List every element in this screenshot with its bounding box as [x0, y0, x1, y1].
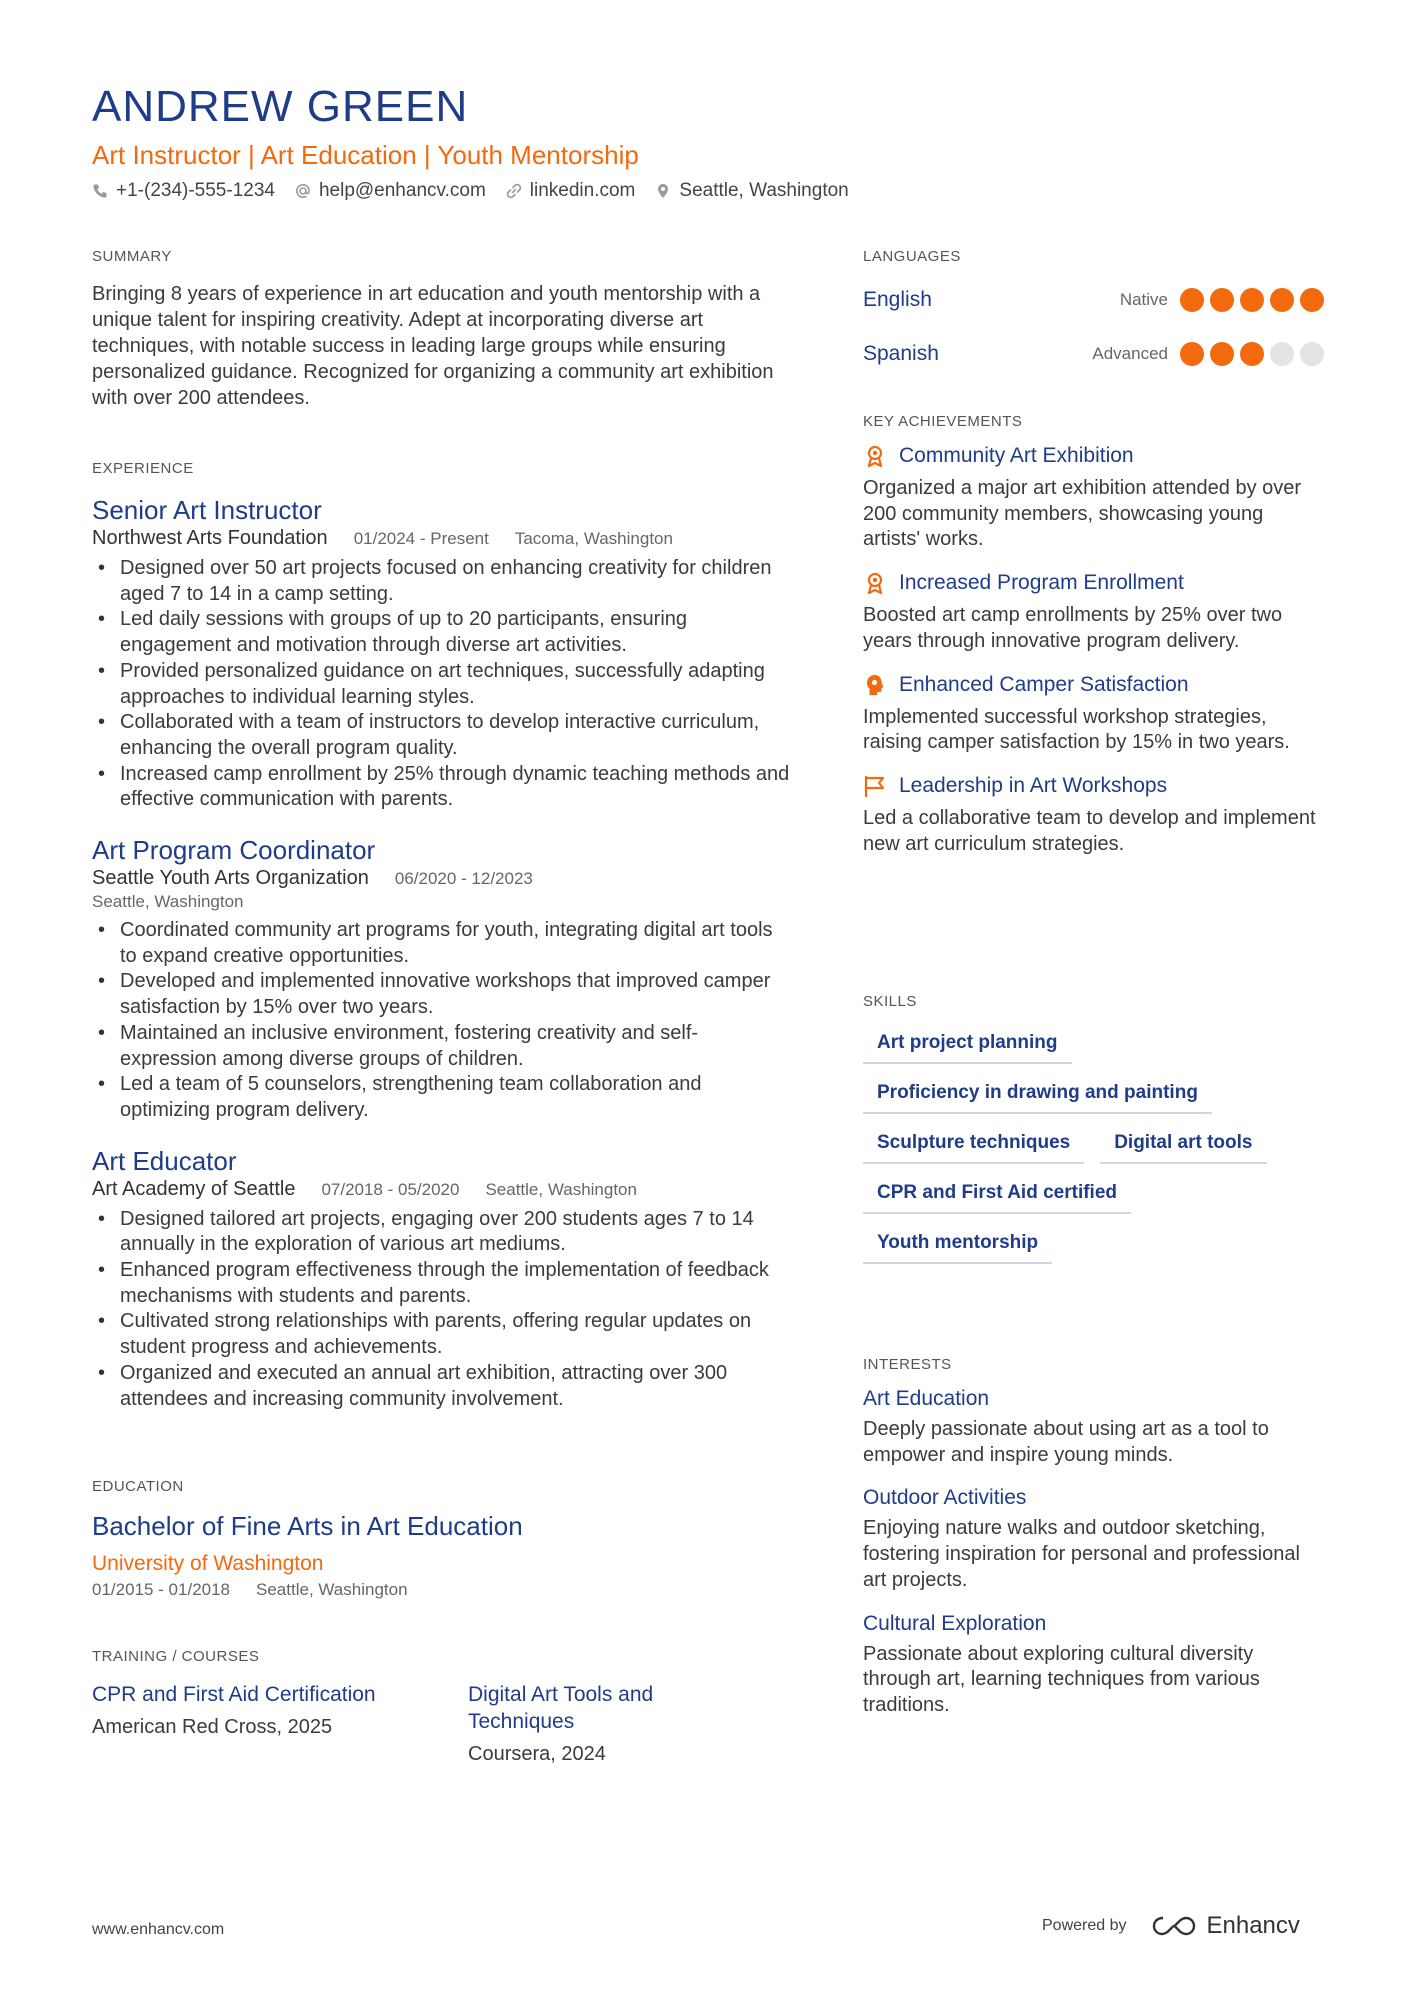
job-bullet: • Designed tailored art projects, engaging over 200 students ages 7 to 14 annually in the exploration of various art mediums.	[92, 1207, 792, 1258]
language-rating	[1180, 288, 1324, 312]
job-date: 06/2020 - 12/2023	[394, 869, 533, 889]
education-meta	[92, 1580, 792, 1600]
achievement-title: Leadership in Art Workshops	[899, 773, 1168, 797]
at-icon	[295, 183, 311, 199]
job-entry	[92, 495, 792, 813]
languages-heading: LANGUAGES	[863, 248, 961, 265]
language-row	[863, 273, 1325, 327]
enhancv-logo-icon	[1151, 1914, 1197, 1938]
rating-dot	[1300, 342, 1324, 366]
footer-website[interactable]: www.enhancv.com	[92, 1921, 225, 1938]
job-location: Seattle, Washington	[485, 1179, 637, 1199]
head-idea-icon	[863, 673, 887, 697]
job-title: Senior Art Instructor	[92, 495, 322, 525]
location-text: Seattle, Washington	[679, 180, 849, 201]
job-bullets	[92, 1207, 792, 1413]
skill-tag: Digital art tools	[1100, 1124, 1266, 1164]
rating-dot	[1270, 288, 1294, 312]
job-location: Seattle, Washington	[92, 892, 244, 912]
achievement-title: Enhanced Camper Satisfaction	[899, 672, 1189, 696]
interest-item	[863, 1612, 1325, 1719]
job-bullet: • Developed and implemented innovative workshops that improved camper satisfaction by 15% over two years.	[92, 969, 792, 1020]
rating-dot	[1180, 288, 1204, 312]
job-bullet: • Collaborated with a team of instructors to develop interactive curriculum, enhancing the overall program quality.	[92, 710, 792, 761]
experience-section	[92, 460, 792, 1412]
contact-bar	[92, 180, 849, 202]
phone-text: +1-(234)-555-1234	[116, 180, 275, 201]
resume-name: ANDREW GREEN	[92, 82, 469, 131]
job-bullets	[92, 556, 792, 813]
job-bullet: • Cultivated strong relationships with parents, offering regular updates on student progress and achievements.	[92, 1309, 792, 1360]
rating-dot	[1300, 288, 1324, 312]
rating-dot	[1180, 342, 1204, 366]
achievement-item	[863, 774, 1325, 857]
job-date: 01/2024 - Present	[353, 529, 489, 548]
location-pin-icon	[655, 183, 671, 199]
achievement-item	[863, 571, 1325, 654]
job-location: Tacoma, Washington	[514, 529, 673, 548]
flag-icon	[863, 774, 887, 798]
linkedin-text: linkedin.com	[529, 180, 636, 201]
course-item	[92, 1681, 412, 1766]
interest-item	[863, 1387, 1325, 1468]
education-heading: EDUCATION	[92, 1478, 184, 1495]
job-title: Art Educator	[92, 1145, 237, 1176]
achievement-text: Boosted art camp enrollments by 25% over two years through innovative program delivery.	[863, 604, 1283, 652]
course-item	[468, 1681, 708, 1766]
job-meta	[92, 867, 792, 890]
language-level: Native	[1119, 290, 1168, 309]
award-icon	[863, 571, 887, 595]
skill-tag: CPR and First Aid certified	[863, 1174, 1131, 1214]
job-bullet: • Led a team of 5 counselors, strengthening team collaboration and optimizing program delivery.	[92, 1072, 792, 1123]
rating-dot	[1210, 342, 1234, 366]
achievement-text: Implemented successful workshop strategies, raising camper satisfaction by 15% in two years.	[863, 705, 1290, 754]
contact-location	[655, 180, 848, 202]
job-title: Art Program Coordinator	[92, 835, 376, 866]
contact-linkedin[interactable]	[506, 180, 636, 202]
rating-dot	[1240, 342, 1264, 366]
job-bullet: • Provided personalized guidance on art techniques, successfully adapting approaches to individual learning styles.	[92, 659, 792, 710]
rating-dot	[1270, 342, 1294, 366]
award-icon	[863, 444, 887, 468]
education-location: Seattle, Washington	[256, 1580, 408, 1599]
education-degree: Bachelor of Fine Arts in Art Education	[92, 1511, 523, 1541]
language-level: Advanced	[1092, 344, 1168, 363]
skill-tag: Youth mentorship	[863, 1224, 1052, 1264]
interest-title: Art Education	[863, 1387, 990, 1410]
achievement-text: Led a collaborative team to develop and implement new art curriculum strategies.	[863, 806, 1316, 855]
powered-by-label: Powered by	[1042, 1917, 1127, 1934]
interests-section	[863, 1356, 1325, 1719]
education-school: University of Washington	[92, 1552, 324, 1575]
job-meta	[92, 527, 792, 550]
job-company: Seattle Youth Arts Organization	[92, 867, 369, 890]
summary-text: Bringing 8 years of experience in art education and youth mentorship with a unique talent for inspiring creativity. Adept at incorporating diverse art techniques, with notable success in leading large groups while ensuring personalized guidance. Recognized for organizing a community art exhibition with over 200 attendees.	[92, 283, 774, 409]
skill-tag: Art project planning	[863, 1024, 1072, 1064]
job-date: 07/2018 - 05/2020	[321, 1179, 460, 1199]
language-name: English	[863, 288, 932, 311]
education-section	[92, 1478, 792, 1600]
achievement-text: Organized a major art exhibition attended by over 200 community members, showcasing young artists' works.	[863, 477, 1302, 551]
job-entry	[92, 835, 792, 1124]
job-bullet: • Coordinated community art programs for youth, integrating digital art tools to expand creative opportunities.	[92, 918, 792, 969]
course-list	[92, 1681, 792, 1766]
interest-text: Passionate about exploring cultural diversity through art, learning techniques from various traditions.	[863, 1642, 1260, 1716]
skills-section	[863, 993, 1325, 1264]
summary-heading: SUMMARY	[92, 248, 172, 265]
job-bullet: • Maintained an inclusive environment, fostering creativity and self-expression among diverse groups of children.	[92, 1021, 792, 1072]
course-title: Digital Art Tools and Techniques	[468, 1683, 654, 1733]
skill-tag: Sculpture techniques	[863, 1124, 1084, 1164]
language-row	[863, 327, 1325, 381]
education-date: 01/2015 - 01/2018	[92, 1580, 231, 1599]
rating-dot	[1210, 288, 1234, 312]
job-bullet: • Increased camp enrollment by 25% through dynamic teaching methods and effective communication with parents.	[92, 762, 792, 813]
skills-heading: SKILLS	[863, 993, 917, 1010]
interest-item	[863, 1486, 1325, 1593]
contact-phone	[92, 180, 275, 202]
job-bullet: • Enhanced program effectiveness through the implementation of feedback mechanisms with students and parents.	[92, 1258, 792, 1309]
achievement-item	[863, 673, 1325, 756]
experience-heading: EXPERIENCE	[92, 460, 194, 477]
email-text: help@enhancv.com	[318, 180, 486, 201]
footer-brand	[1042, 1912, 1300, 1940]
link-icon	[506, 183, 522, 199]
summary-section	[92, 248, 792, 411]
job-bullets	[92, 918, 792, 1124]
job-meta	[92, 1178, 792, 1201]
skill-list	[863, 1024, 1325, 1264]
language-rating	[1180, 342, 1324, 366]
job-company: Northwest Arts Foundation	[92, 527, 328, 549]
enhancv-logo[interactable]	[1151, 1912, 1300, 1940]
training-section	[92, 1648, 792, 1766]
achievements-section	[863, 413, 1325, 857]
achievement-title: Community Art Exhibition	[899, 444, 1134, 467]
brand-name: Enhancv	[1206, 1912, 1300, 1939]
achievement-item	[863, 444, 1325, 553]
interest-text: Deeply passionate about using art as a tool to empower and inspire young minds.	[863, 1418, 1269, 1466]
job-bullet: • Organized and executed an annual art exhibition, attracting over 300 attendees and increasing community involvement.	[92, 1361, 792, 1412]
phone-icon	[92, 183, 108, 199]
resume-subtitle: Art Instructor | Art Education | Youth Mentorship	[92, 140, 639, 170]
course-provider: American Red Cross, 2025	[92, 1716, 333, 1738]
course-title: CPR and First Aid Certification	[92, 1683, 376, 1706]
achievements-heading: KEY ACHIEVEMENTS	[863, 413, 1023, 430]
interest-title: Cultural Exploration	[863, 1611, 1047, 1635]
job-entry	[92, 1146, 792, 1413]
interest-text: Enjoying nature walks and outdoor sketching, fostering inspiration for personal and professional art projects.	[863, 1517, 1300, 1591]
skill-tag: Proficiency in drawing and painting	[863, 1074, 1212, 1114]
contact-email[interactable]	[295, 180, 486, 202]
languages-section	[863, 248, 1325, 381]
language-name: Spanish	[863, 342, 939, 365]
training-heading: TRAINING / COURSES	[92, 1648, 260, 1665]
job-bullet: • Led daily sessions with groups of up to 20 participants, ensuring engagement and motivation through diverse art activities.	[92, 607, 792, 658]
interest-title: Outdoor Activities	[863, 1486, 1027, 1510]
job-company: Art Academy of Seattle	[92, 1177, 296, 1200]
interests-heading: INTERESTS	[863, 1356, 952, 1373]
job-bullet: • Designed over 50 art projects focused on enhancing creativity for children aged 7 to 14 in a camp setting.	[92, 556, 792, 607]
rating-dot	[1240, 288, 1264, 312]
course-provider: Coursera, 2024	[468, 1743, 606, 1765]
achievement-title: Increased Program Enrollment	[899, 571, 1184, 595]
